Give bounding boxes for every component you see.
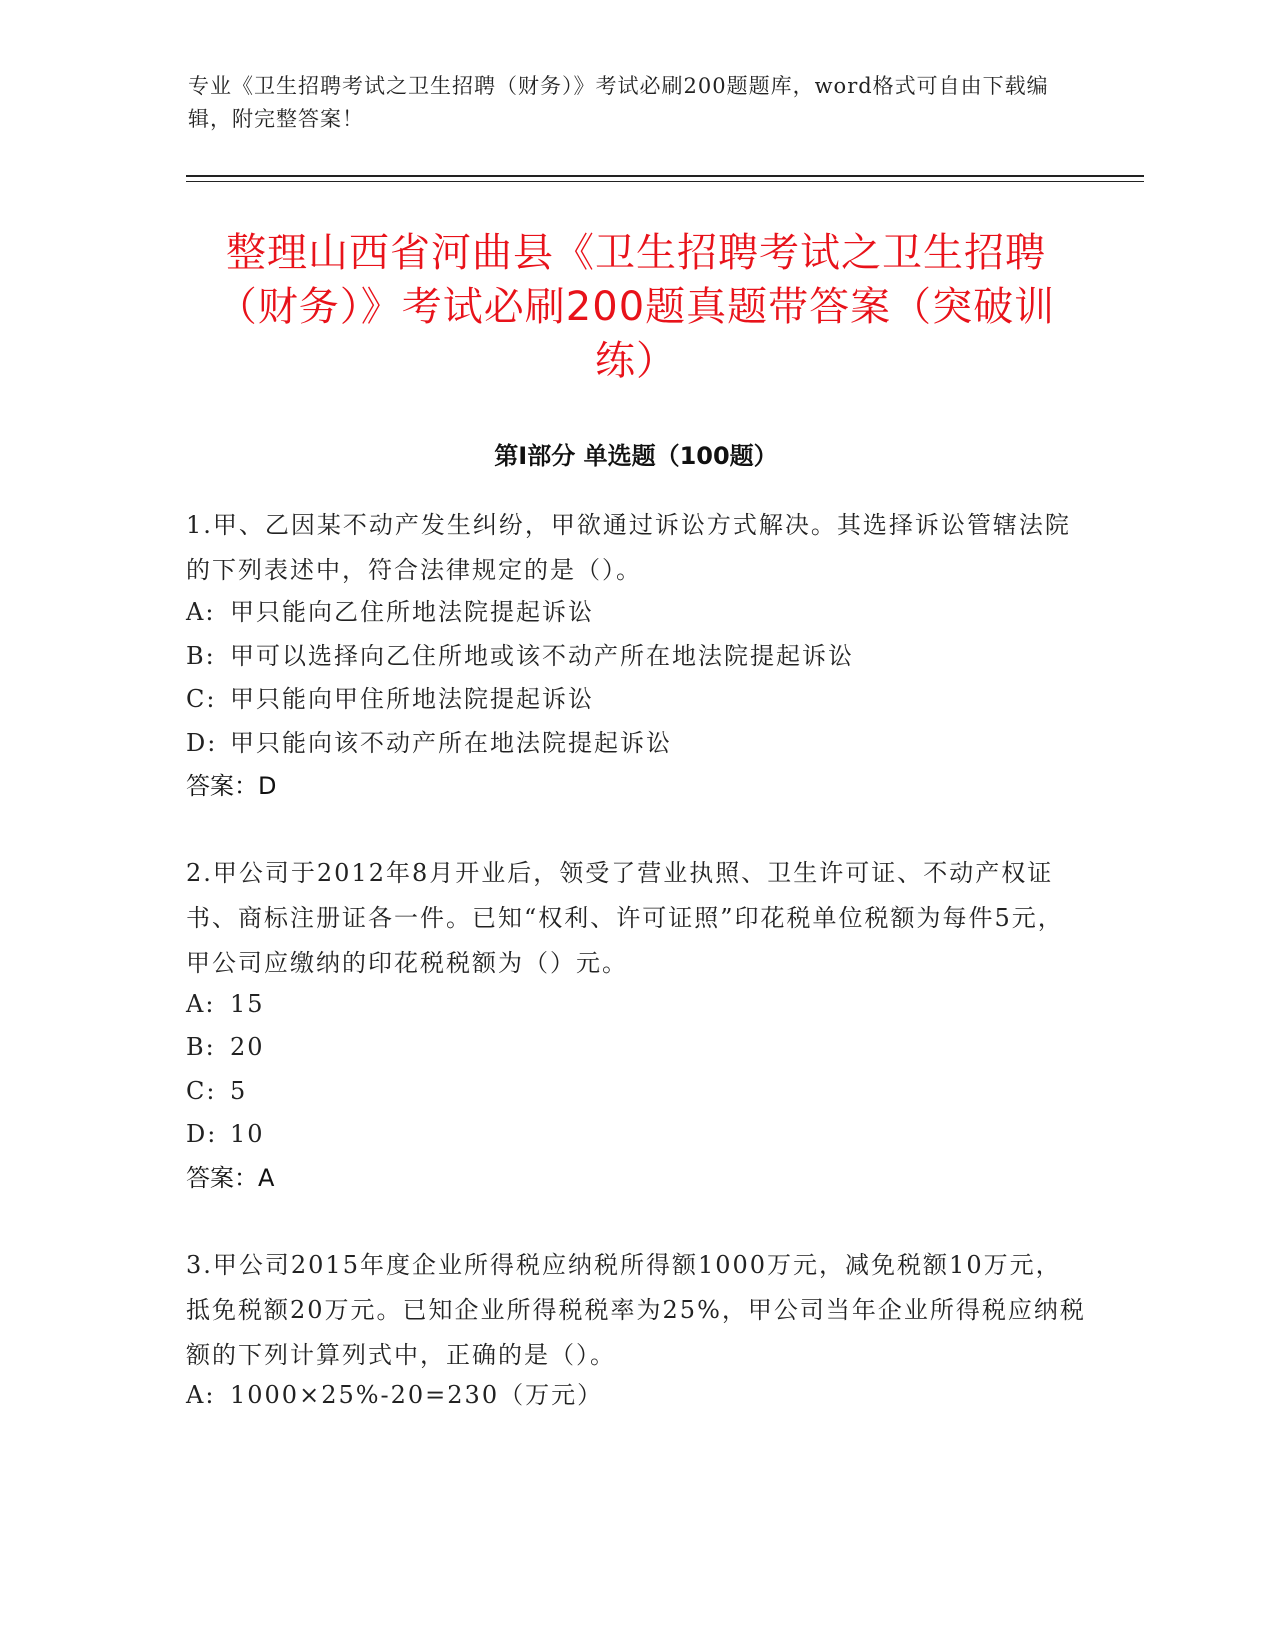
document-title: 整理山西省河曲县《卫生招聘考试之卫生招聘（财务）》考试必刷200题真题带答案（突破训练）: [216, 230, 1056, 384]
option-text: 10: [230, 1120, 265, 1148]
question-1-text: 1.甲、乙因某不动产发生纠纷，甲欲通过诉讼方式解决。其选择诉讼管辖法院的下列表述中，符合法律规定的是（）。: [186, 511, 1071, 584]
header-note: 专业《卫生招聘考试之卫生招聘（财务）》考试必刷200题题库，word格式可自由下载编辑，附完整答案！: [188, 74, 1049, 131]
question-1-option-a: [186, 590, 1086, 635]
answer-value: D: [258, 772, 277, 800]
option-key: A:: [186, 598, 216, 626]
question-1-option-d: [186, 721, 1086, 766]
header-divider-thin: [186, 181, 1144, 182]
option-key: A:: [186, 1381, 216, 1409]
question-1-option-b: [186, 634, 1086, 679]
section-heading: 第Ⅰ部分 单选题（100题）: [494, 442, 778, 470]
option-key: B:: [186, 1033, 216, 1061]
question-2-option-b: [186, 1025, 1086, 1070]
question-2-answer: [186, 1156, 586, 1201]
question-1-option-c: [186, 677, 1086, 722]
option-text: 20: [230, 1033, 265, 1061]
question-3-text: 3.甲公司2015年度企业所得税应纳税所得额1000万元，减免税额10万元，抵免税额20万元。已知企业所得税税率为25%，甲公司当年企业所得税应纳税额的下列计算列式中，正确的是（）。: [186, 1251, 1086, 1369]
question-2-text: 2.甲公司于2012年8月开业后，领受了营业执照、卫生许可证、不动产权证书、商标注册证各一件。已知“权利、许可证照”印花税单位税额为每件5元，甲公司应缴纳的印花税税额为（）元。: [186, 859, 1064, 977]
option-key: D:: [186, 1120, 218, 1148]
answer-label: 答案：: [186, 772, 258, 800]
option-key: B:: [186, 642, 216, 670]
question-1-answer: [186, 764, 586, 809]
option-text: 1000×25%-20=230（万元）: [230, 1381, 604, 1409]
option-key: D:: [186, 729, 218, 757]
option-key: A:: [186, 990, 216, 1018]
answer-label: 答案：: [186, 1164, 258, 1192]
option-text: 甲只能向甲住所地法院提起诉讼: [230, 685, 594, 713]
option-text: 5: [230, 1077, 248, 1105]
question-2-option-a: [186, 982, 1086, 1027]
option-text: 甲只能向该不动产所在地法院提起诉讼: [230, 729, 672, 757]
question-2-option-d: [186, 1112, 1086, 1157]
question-3-option-a: [186, 1373, 1086, 1418]
option-text: 甲可以选择向乙住所地或该不动产所在地法院提起诉讼: [230, 642, 854, 670]
question-2-option-c: [186, 1069, 1086, 1114]
option-key: C:: [186, 1077, 217, 1105]
option-text: 甲只能向乙住所地法院提起诉讼: [230, 598, 594, 626]
option-text: 15: [230, 990, 265, 1018]
option-key: C:: [186, 685, 217, 713]
header-divider: [186, 175, 1144, 177]
answer-value: A: [258, 1164, 275, 1192]
